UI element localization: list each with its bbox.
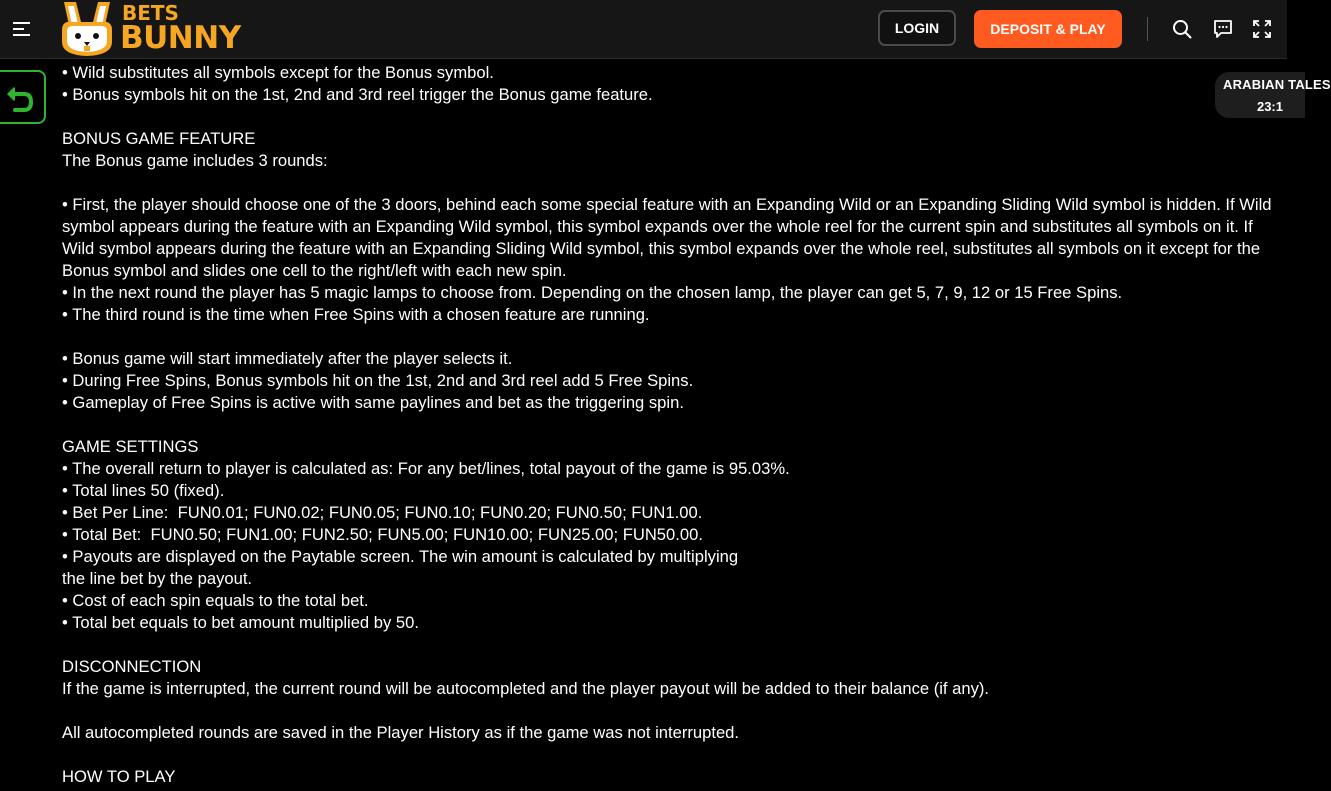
bonus-round-item: • The third round is the time when Free Spins with a chosen feature are running. bbox=[62, 305, 650, 324]
settings-item: • Bet Per Line: FUN0.01; FUN0.02; FUN0.05; FUN0.10; FUN0.20; FUN0.50; FUN1.00. bbox=[62, 503, 703, 522]
settings-item: the line bet by the payout. bbox=[62, 569, 253, 588]
settings-item: • Cost of each spin equals to the total bet. bbox=[62, 591, 369, 610]
bets-bunny-logo[interactable] bbox=[54, 0, 240, 58]
section-heading-settings: GAME SETTINGS bbox=[62, 437, 199, 456]
section-heading-disconnection: DISCONNECTION bbox=[62, 657, 202, 676]
section-heading-how-to-play: HOW TO PLAY bbox=[62, 767, 176, 786]
disconnection-text: All autocompleted rounds are saved in the Player History as if the game was not interrupted. bbox=[62, 723, 740, 742]
settings-item: • Payouts are displayed on the Paytable screen. The win amount is calculated by multiplying bbox=[62, 547, 739, 566]
settings-item: • Total Bet: FUN0.50; FUN1.00; FUN2.50; FUN5.00; FUN10.00; FUN25.00; FUN50.00. bbox=[62, 525, 703, 544]
search-icon[interactable] bbox=[1171, 18, 1193, 40]
deposit-and-play-button[interactable]: DEPOSIT & PLAY bbox=[974, 10, 1122, 48]
menu-icon[interactable] bbox=[12, 19, 32, 39]
undo-arrow-icon bbox=[0, 72, 44, 122]
logo-text-bets: BETS bbox=[122, 1, 179, 25]
bonus-note: • During Free Spins, Bonus symbols hit on the 1st, 2nd and 3rd reel add 5 Free Spins. bbox=[62, 371, 694, 390]
rule-line: • Wild substitutes all symbols except for the Bonus symbol. bbox=[62, 63, 494, 82]
bonus-note: • Gameplay of Free Spins is active with same paylines and bet as the triggering spin. bbox=[62, 393, 684, 412]
back-button[interactable] bbox=[0, 70, 46, 124]
bonus-round-item: • In the next round the player has 5 magic lamps to choose from. Depending on the chosen lamp, the player can get 5, 7, 9, 12 or 15 Free Spins. bbox=[62, 283, 1123, 302]
bonus-intro: The Bonus game includes 3 rounds: bbox=[62, 151, 328, 170]
bunny-logo-icon bbox=[54, 0, 120, 58]
top-header bbox=[0, 0, 1287, 59]
settings-item: • Total bet equals to bet amount multiplied by 50. bbox=[62, 613, 419, 632]
settings-item: • Total lines 50 (fixed). bbox=[62, 481, 225, 500]
disconnection-text: If the game is interrupted, the current round will be autocompleted and the player payout will be added to their balance (if any). bbox=[62, 679, 990, 698]
section-heading-bonus: BONUS GAME FEATURE bbox=[62, 129, 256, 148]
rule-line: • Bonus symbols hit on the 1st, 2nd and 3rd reel trigger the Bonus game feature. bbox=[62, 85, 653, 104]
logo-text-bunny: BUNNY bbox=[120, 20, 241, 56]
bonus-round-item: • First, the player should choose one of the 3 doors, behind each some special feature with an Expanding Wild or an Expanding Sliding Wild symbol is hidden. If Wild symbol appears during the feature with an Expanding Wild symbol, this symbol expands over the whole reel for the current spin and substitutes all symbols on it. If Wild symbol appears during the feature with an Expanding Sliding Wild symbol, this symbol expands over the whole reel, substitutes all symbols on it except for the Bonus symbol and slides one cell to the right/left with each new spin. bbox=[62, 195, 1277, 280]
game-rules-content bbox=[62, 62, 1277, 788]
settings-item: • The overall return to player is calculated as: For any bet/lines, total payout of the game is 95.03%. bbox=[62, 459, 790, 478]
bonus-note: • Bonus game will start immediately after the player selects it. bbox=[62, 349, 513, 368]
game-name: ARABIAN TALES bbox=[1223, 77, 1331, 92]
header-divider bbox=[1147, 17, 1148, 41]
fullscreen-icon[interactable] bbox=[1251, 18, 1273, 40]
login-button[interactable]: LOGIN bbox=[878, 10, 956, 46]
chat-icon[interactable] bbox=[1212, 18, 1234, 40]
game-time: 23:1 bbox=[1256, 99, 1283, 114]
